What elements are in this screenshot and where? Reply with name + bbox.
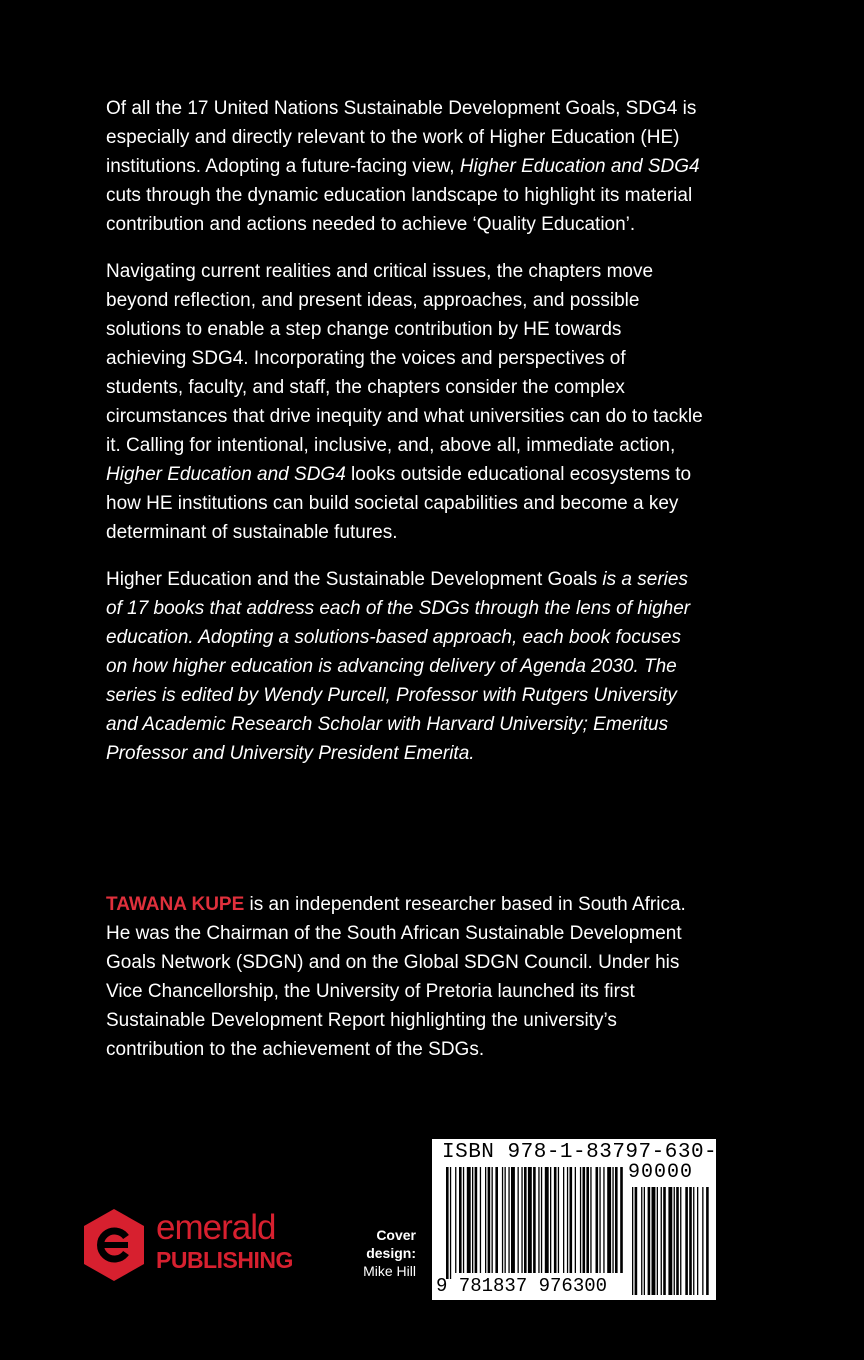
- publisher-logo: [82, 1207, 302, 1283]
- author-bio-text: is an independent researcher based in South Africa. He was the Chairman of the South African Sustainable Development Goals Network (SDGN) and on the Global SDGN Council. Under his Vice Chancellorship, the University of Pretoria launched its first Sustainable Development Report highlighting the university’s contribution to the achievement of the SDGs.: [106, 894, 686, 1060]
- author-bio: [106, 890, 706, 1064]
- blurb-paragraph-1: Of all the 17 United Nations Sustainable Development Goals, SDG4 is especially and directly relevant to the work of Higher Education (HE) institutions. Adopting a future-facing view, Higher Education and SDG4 cuts through the dynamic education landscape to highlight its material contribution and actions needed to achieve ‘Quality Education’.: [106, 98, 700, 235]
- back-cover-blurb: [106, 94, 706, 786]
- blurb-paragraph-3: Higher Education and the Sustainable Development Goals is a series of 17 books that address each of the SDGs through the lens of higher education. Adopting a solutions-based approach, each book focuses on how higher education is advancing delivery of Agenda 2030. The series is edited by Wendy Purcell, Professor with Rutgers University and Academic Research Scholar with Harvard University; Emeritus Professor and University President Emerita.: [106, 569, 691, 764]
- cover-credit-name: Mike Hill: [363, 1263, 416, 1279]
- publisher-name-bottom: PUBLISHING: [156, 1247, 293, 1273]
- emerald-hexagon-e-icon: [82, 1207, 146, 1283]
- isbn-barcode: [432, 1139, 731, 1300]
- price-addon-number: 90000: [628, 1161, 694, 1184]
- cover-credit: [344, 1226, 416, 1280]
- author-name: TAWANA KUPE: [106, 894, 245, 915]
- barcode-digits: 9 781837 976300: [436, 1275, 608, 1297]
- blurb-paragraph-2: Navigating current realities and critical issues, the chapters move beyond reflection, and present ideas, approaches, and possible solutions to enable a step change contribution by HE towards achieving SDG4. Incorporating the voices and perspectives of students, faculty, and staff, the chapters consider the complex circumstances that drive inequity and what universities can do to tackle it. Calling for intentional, inclusive, and, above all, immediate action, Higher Education and SDG4 looks outside educational ecosystems to how HE institutions can build societal capabilities and become a key determinant of sustainable futures.: [106, 261, 703, 543]
- cover-credit-label: Cover design:: [366, 1227, 416, 1261]
- publisher-name-top: emerald: [156, 1208, 276, 1247]
- isbn-number: ISBN 978-1-83797-630-0: [442, 1141, 731, 1164]
